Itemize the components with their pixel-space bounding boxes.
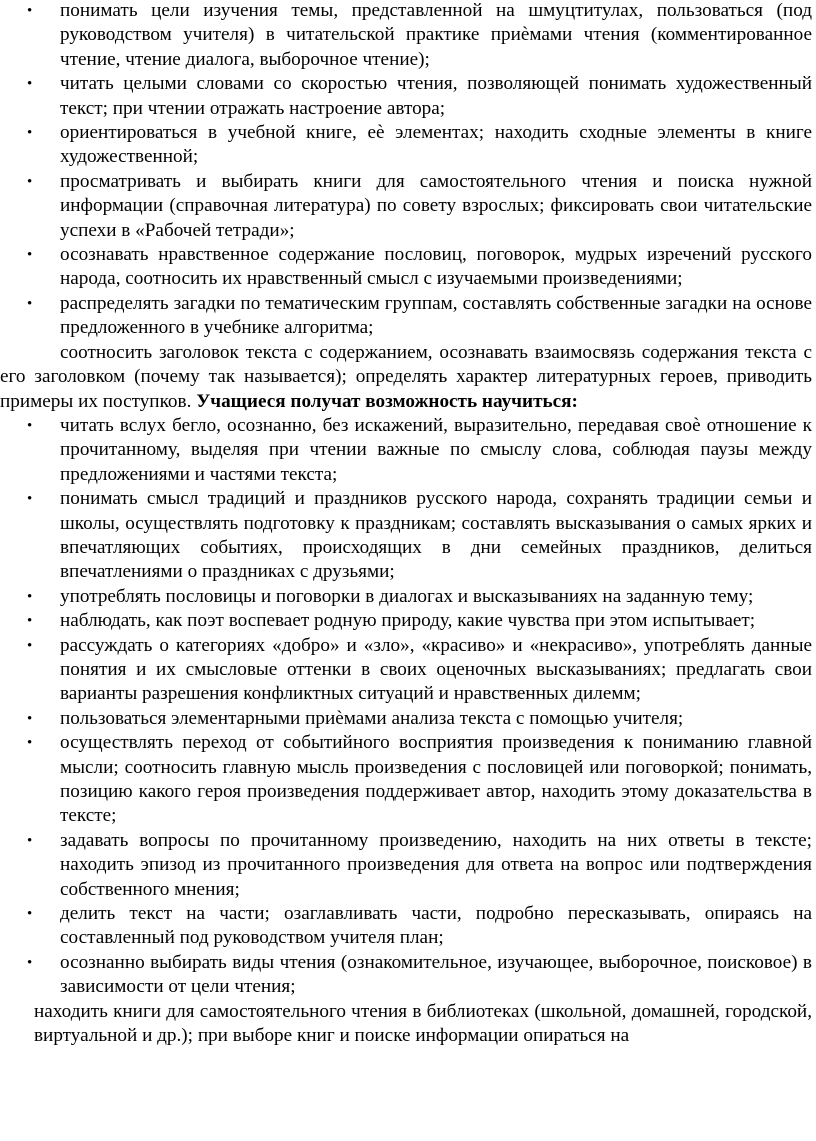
list-item: • пользоваться элементарными приѐмами анализа текста с помощью учителя; [0,707,816,731]
list-item: • распределять загадки по тематическим группам, составлять собственные загадки на основе предложенного в учебнике алгоритма; [0,292,816,341]
list-item: • рассуждать о категориях «добро» и «зло», «красиво» и «некрасиво», употреблять данные понятия и их смысловые оттенки в своих оценочных высказываниях; предлагать свои варианты разрешения конфликтных ситуаций и нравственных дилемм; [0,634,816,707]
list-item: • наблюдать, как поэт воспевает родную природу, какие чувства при этом испытывает; [0,609,816,633]
list-item: • читать вслух бегло, осознанно, без искажений, выразительно, передавая своѐ отношение к прочитанному, выделяя при чтении важные по смыслу слова, соблюдая паузы между предложениями и частями текста; [0,414,816,487]
list-item: • понимать цели изучения темы, представленной на шмуцтитулах, пользоваться (под руководством учителя) в читательской практике приѐмами чтения (комментированное чтение, чтение диалога, выборочное чтение); [0,0,816,72]
section-heading-opportunities: Учащиеся получат возможность научиться: [196,390,578,412]
list-item: • читать целыми словами со скоростью чтения, позволяющей понимать художественный текст; при чтении отражать настроение автора; [0,72,816,121]
bullet-list-opportunities [0,414,816,1000]
list-item: • задавать вопросы по прочитанному произведению, находить на них ответы в тексте; находить эпизод из прочитанного произведения для ответа на вопрос или подтверждения собственного мнения; [0,829,816,902]
list-item: • просматривать и выбирать книги для самостоятельного чтения и поиска нужной информации (справочная литература) по совету взрослых; фиксировать свои читательские успехи в «Рабочей тетради»; [0,170,816,243]
list-item: • ориентироваться в учебной книге, еѐ элементах; находить сходные элементы в книге художественной; [0,121,816,170]
bullet-list-basic [0,0,816,341]
list-item: • делить текст на части; озаглавливать части, подробно пересказывать, опираясь на составленный под руководством учителя план; [0,902,816,951]
body-paragraph [0,341,816,414]
list-item: • употреблять пословицы и поговорки в диалогах и высказываниях на заданную тему; [0,585,816,609]
paragraph-text: соотносить заголовок текста с содержанием, осознавать взаимосвязь содержания текста с его заголовком (почему так называется); определять характер литературных героев, приводить примеры их поступков. [0,341,812,412]
list-item: • понимать смысл традиций и праздников русского народа, сохранять традиции семьи и школы, осуществлять подготовку к праздникам; составлять высказывания о самых ярких и впечатляющих событиях, происходящих в дни семейных праздников, делиться впечатлениями о праздниках с друзьями; [0,487,816,585]
list-item: • осознанно выбирать виды чтения (ознакомительное, изучающее, выборочное, поисковое) в зависимости от цели чтения; [0,951,816,1000]
list-item: • осознавать нравственное содержание пословиц, поговорок, мудрых изречений русского народа, соотносить их нравственный смысл с изучаемыми произведениями; [0,243,816,292]
list-item: • осуществлять переход от событийного восприятия произведения к пониманию главной мысли; соотносить главную мысль произведения с пословицей или поговоркой; понимать, позицию какого героя произведения поддерживает автор, находить этому доказательства в тексте; [0,731,816,829]
final-paragraph: находить книги для самостоятельного чтения в библиотеках (школьной, домашней, городской, виртуальной и др.); при выборе книг и поиске информации опираться на [34,1000,812,1047]
